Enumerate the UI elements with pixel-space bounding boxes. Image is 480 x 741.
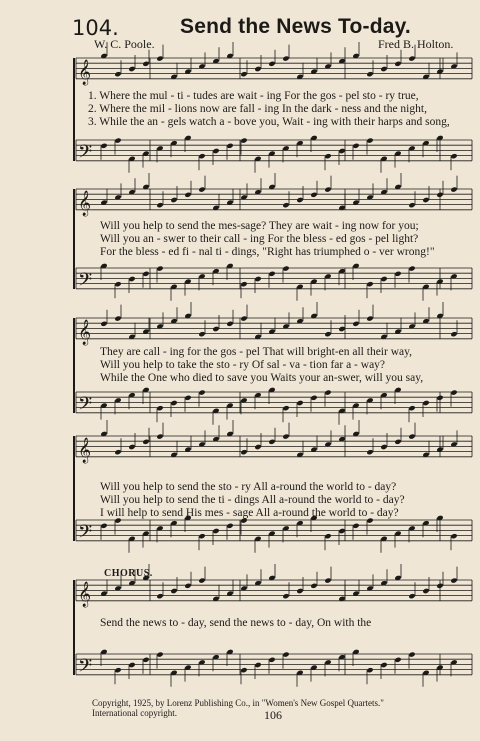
note-head (128, 66, 135, 72)
note-head (268, 271, 275, 277)
note-head (114, 281, 121, 287)
note-head (156, 433, 163, 439)
note-head (184, 583, 191, 589)
hymn-number: 104. (72, 16, 119, 40)
note-head (198, 331, 205, 337)
verse2-line-a: 2. Where the mil - lions now are fall - ing In the dark - ness and the night, (88, 103, 427, 115)
note-head (366, 667, 373, 673)
verse3-line-a: 3. While the an - gels watch a - bove you, Wait - ing with their harps and song, (88, 116, 450, 128)
note-head (240, 71, 247, 77)
note-head (156, 265, 163, 271)
note-head (114, 137, 121, 143)
note-head (100, 321, 107, 327)
note-head (128, 276, 135, 282)
note-head (310, 395, 317, 401)
verse2-line-c: Will you help to take the sto - ry Of sal - va - tion far a - way? (100, 359, 386, 371)
note-head (338, 326, 345, 332)
note-head (128, 662, 135, 668)
note-head (114, 315, 121, 321)
note-head (394, 61, 401, 67)
note-head (380, 662, 387, 668)
note-head (268, 61, 275, 67)
clefs-and-meters (78, 59, 92, 681)
note-head (408, 55, 415, 61)
note-head (380, 276, 387, 282)
note-head (436, 395, 443, 401)
note-head (338, 528, 345, 534)
note-head (450, 186, 457, 192)
note-head (282, 433, 289, 439)
note-head (296, 197, 303, 203)
treble-clef-icon: 𝄞 (78, 319, 92, 345)
note-head (324, 331, 331, 337)
note-head (156, 405, 163, 411)
verse1-line-a: 1. Where the mul - ti - tudes are wait - ing For the gos - pel sto - ry true, (88, 90, 419, 102)
note-head (408, 202, 415, 208)
note-head (198, 533, 205, 539)
note-head (170, 400, 177, 406)
verse3-line-c: While the One who died to save you Waits your an-swer, will you say, (100, 372, 424, 384)
note-head (380, 66, 387, 72)
verse3-line-b: For the bless - ed fi - nal ti - dings, "Right has triumphed o - ver wrong!" (100, 246, 435, 258)
note-head (156, 55, 163, 61)
international-copyright: International copyright. (92, 708, 177, 718)
page-number: 106 (264, 708, 282, 722)
note-head (142, 61, 149, 67)
note-head (184, 192, 191, 198)
chorus-label: CHORUS. (104, 568, 153, 579)
note-head (240, 315, 247, 321)
verse1-line-d: Will you help to send the sto - ry All a-round the world to - day? (100, 481, 397, 493)
note-head (324, 389, 331, 395)
note-head (450, 331, 457, 337)
note-head (282, 593, 289, 599)
note-head (450, 577, 457, 583)
note-head (366, 449, 373, 455)
note-head (408, 405, 415, 411)
note-head (394, 271, 401, 277)
note-head (282, 202, 289, 208)
bass-clef-icon: 𝄢 (78, 655, 93, 681)
treble-clef-icon: 𝄞 (78, 437, 92, 463)
note-head (198, 389, 205, 395)
note-head (282, 651, 289, 657)
composer-credit: Fred B. Holton. (378, 37, 454, 51)
note-head (156, 593, 163, 599)
treble-clef-icon: 𝄞 (78, 581, 92, 607)
note-head (422, 400, 429, 406)
note-head (212, 148, 219, 154)
note-head (408, 651, 415, 657)
note-head (240, 667, 247, 673)
note-head (100, 523, 107, 529)
note-head (226, 523, 233, 529)
note-head (184, 395, 191, 401)
note-head (254, 444, 261, 450)
note-head (240, 449, 247, 455)
note-head (380, 444, 387, 450)
note-head (142, 657, 149, 663)
lyricist-credit: W. C. Poole. (94, 37, 155, 51)
note-head (324, 577, 331, 583)
verse2-line-b: Will you an - swer to their call - ing For the bless - ed gos - pel light? (100, 233, 419, 245)
note-head (450, 153, 457, 159)
verse3-line-d: I will help to send His mes - sage All a-round the world to - day? (100, 507, 399, 519)
note-head (170, 197, 177, 203)
hymn-title: Send the News To-day. (180, 15, 411, 38)
note-head (198, 577, 205, 583)
note-head (408, 593, 415, 599)
note-head (422, 588, 429, 594)
note-head (226, 143, 233, 149)
note-head (254, 276, 261, 282)
note-head (114, 449, 121, 455)
note-head (408, 433, 415, 439)
note-head (142, 271, 149, 277)
note-head (114, 667, 121, 673)
note-head (310, 192, 317, 198)
note-head (254, 662, 261, 668)
copyright-notice: Copyright, 1925, by Lorenz Publishing Co., in "Women's New Gospel Quartets." (92, 698, 384, 708)
note-head (324, 153, 331, 159)
bass-clef-icon: 𝄢 (78, 269, 93, 295)
note-head (394, 657, 401, 663)
note-head (436, 192, 443, 198)
note-head (142, 439, 149, 445)
note-head (352, 523, 359, 529)
note-head (436, 583, 443, 589)
note-head (366, 315, 373, 321)
note-head (268, 439, 275, 445)
note-head (198, 186, 205, 192)
note-head (212, 326, 219, 332)
note-head (170, 588, 177, 594)
note-head (422, 197, 429, 203)
bass-clef-icon: 𝄢 (78, 141, 93, 167)
note-head (268, 657, 275, 663)
note-head (324, 533, 331, 539)
note-head (254, 66, 261, 72)
note-head (226, 321, 233, 327)
verse1-line-c: They are call - ing for the gos - pel That will bright-en all their way, (100, 346, 412, 358)
note-head (296, 588, 303, 594)
note-head (240, 281, 247, 287)
note-head (366, 281, 373, 287)
note-head (282, 265, 289, 271)
note-head (366, 71, 373, 77)
note-head (128, 444, 135, 450)
verse2-line-d: Will you help to send the ti - dings All a-round the world to - day? (100, 494, 405, 506)
bass-clef-icon: 𝄢 (78, 393, 93, 419)
note-head (366, 137, 373, 143)
note-head (240, 137, 247, 143)
treble-clef-icon: 𝄞 (78, 59, 92, 85)
chorus-line: Send the news to - day, send the news to - day, On with the (100, 617, 372, 629)
note-head (352, 143, 359, 149)
note-head (198, 153, 205, 159)
bass-clef-icon: 𝄢 (78, 521, 93, 547)
note-head (352, 321, 359, 327)
note-head (282, 405, 289, 411)
note-head (156, 651, 163, 657)
note-head (212, 528, 219, 534)
note-head (338, 148, 345, 154)
note-head (408, 265, 415, 271)
note-head (450, 389, 457, 395)
note-head (296, 400, 303, 406)
note-head (324, 186, 331, 192)
note-head (114, 71, 121, 77)
note-head (282, 55, 289, 61)
note-head (450, 533, 457, 539)
verse1-line-b: Will you help to send the mes-sage? They are wait - ing now for you; (100, 220, 419, 232)
note-head (394, 439, 401, 445)
note-head (156, 202, 163, 208)
note-head (310, 583, 317, 589)
note-head (100, 143, 107, 149)
treble-clef-icon: 𝄞 (78, 190, 92, 216)
